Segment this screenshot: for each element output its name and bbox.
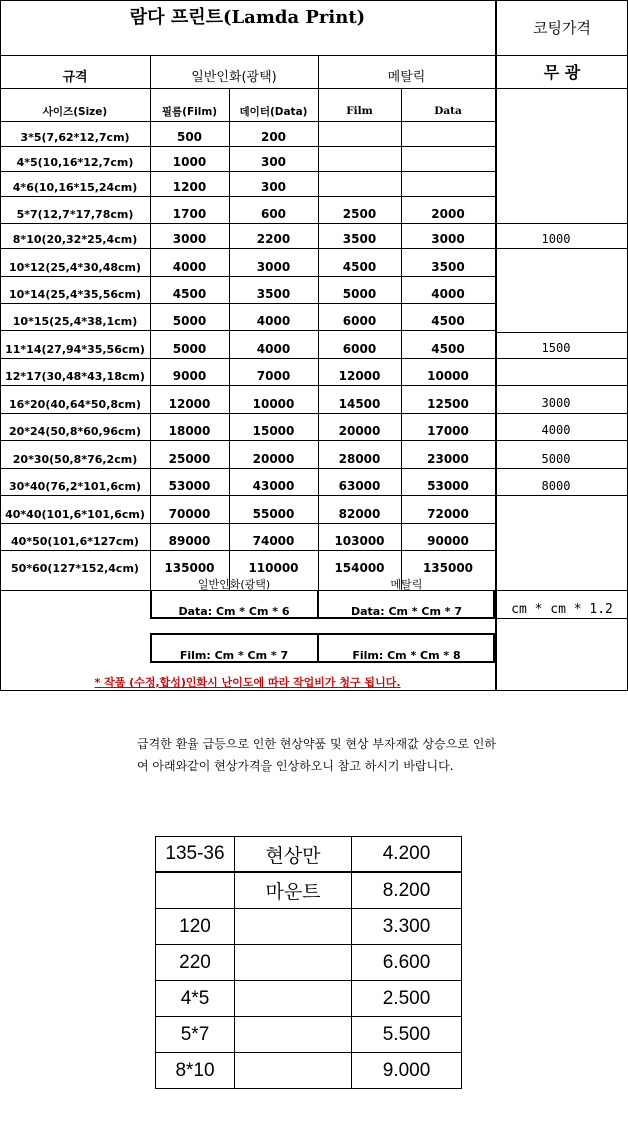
- film-price-cell: 89000: [168, 534, 211, 548]
- table-row-line: [0, 146, 496, 147]
- metallic-data-price-cell: 12500: [427, 397, 469, 411]
- film-price-cell: 1200: [172, 180, 207, 194]
- film-format-cell: 4*5: [156, 981, 235, 1017]
- metallic-data-price-cell: [401, 128, 495, 146]
- metallic-data-price-cell: 4000: [431, 287, 465, 301]
- table-row-line: [0, 550, 496, 551]
- sub-metallic-film-header: Film: [346, 105, 373, 117]
- coating-formula: cm * cm * 1.2: [511, 601, 613, 617]
- metallic-film-price-cell: 6000: [342, 314, 377, 328]
- film-price-cell: 500: [176, 130, 203, 144]
- development-price-table: [155, 836, 462, 1089]
- size-cell: 20*30(50,8*76,2cm): [12, 452, 138, 466]
- table-row-line: [0, 413, 496, 414]
- dev-price-cell: 5.500: [352, 1017, 461, 1053]
- data-price-cell: 43000: [252, 479, 295, 493]
- film-price-cell: 9000: [172, 369, 207, 383]
- data-price-cell: 10000: [252, 397, 295, 411]
- data-price-cell: 4000: [256, 342, 291, 356]
- metallic-film-price-cell: 5000: [342, 287, 377, 301]
- sub-data-header: 데이터(Data): [239, 105, 308, 118]
- surcharge-note: * 작품 (수정,합성)인화시 난이도에 따라 작업비가 청구 됩니다.: [94, 676, 401, 689]
- size-cell: 20*24(50,8*60,96cm): [8, 424, 142, 438]
- table-row-line: [0, 468, 496, 469]
- data-price-cell: 600: [260, 207, 287, 221]
- coating-price: 4000: [541, 423, 571, 437]
- size-cell: 5*7(12,7*17,78cm): [16, 207, 134, 221]
- metallic-data-price-cell: 2000: [431, 207, 465, 221]
- service-cell: 마운트: [235, 873, 352, 909]
- table-row-line: [0, 358, 496, 359]
- data-price-cell: 200: [260, 130, 287, 144]
- page-title: 람다 프린트(Lamda Print): [129, 7, 366, 28]
- film-format-cell: 5*7: [156, 1017, 235, 1053]
- film-price-cell: 4500: [172, 287, 207, 301]
- sub-metallic-data-header: Data: [434, 105, 462, 117]
- price-increase-notice: 급격한 환율 급등으로 인한 현상약품 및 현상 부자재값 상승으로 인하여 아래와같이 현상가격을 인상하오니 참고 하시기 바랍니다.: [137, 737, 496, 773]
- data-price-cell: 55000: [252, 507, 295, 521]
- dev-price-cell: 4.200: [352, 837, 461, 873]
- metallic-film-price-cell: 12000: [338, 369, 381, 383]
- sub-film-header: 필름(Film): [161, 105, 218, 118]
- film-price-cell: 135000: [164, 561, 215, 575]
- service-cell: [235, 1017, 352, 1053]
- coating-line: [496, 248, 628, 249]
- service-cell: [235, 945, 352, 981]
- dev-price-cell: 8.200: [352, 873, 461, 909]
- metallic-data-price-cell: 4500: [431, 314, 465, 328]
- coating-price: 1000: [541, 232, 571, 246]
- metallic-data-price-cell: [401, 178, 495, 196]
- metallic-film-price-cell: 4500: [342, 260, 377, 274]
- dev-price-cell: 2.500: [352, 981, 461, 1017]
- coating-line: [496, 358, 628, 359]
- metallic-film-price-cell: 20000: [338, 424, 381, 438]
- film-price-cell: 1700: [172, 207, 207, 221]
- dev-price-cell: 6.600: [352, 945, 461, 981]
- service-cell: [235, 909, 352, 945]
- coating-line: [496, 413, 628, 414]
- coating-line: [496, 468, 628, 469]
- film-price-cell: 25000: [168, 452, 211, 466]
- table-row-line: [0, 196, 496, 197]
- metallic-data-price-cell: 17000: [427, 424, 469, 438]
- film-price-cell: 53000: [168, 479, 211, 493]
- col-metallic-header: 메탈릭: [387, 69, 426, 85]
- film-price-cell: 4000: [172, 260, 207, 274]
- film-price-cell: 5000: [172, 314, 207, 328]
- metallic-film-price-cell: 82000: [338, 507, 381, 521]
- formula-metallic-data: Data: Cm * Cm * 7: [350, 604, 462, 618]
- col-general-header: 일반인화(광택): [191, 69, 277, 85]
- size-cell: 50*60(127*152,4cm): [11, 561, 139, 575]
- sub-size-header: 사이즈(Size): [42, 105, 108, 118]
- coating-subheader: 무 광: [543, 63, 581, 82]
- size-cell: 16*20(40,64*50,8cm): [8, 397, 142, 411]
- formula-metallic-film: Film: Cm * Cm * 8: [352, 648, 461, 662]
- formula-general-data: Data: Cm * Cm * 6: [178, 604, 290, 618]
- table-row-line: [0, 171, 496, 172]
- metallic-data-price-cell: 3500: [431, 260, 465, 274]
- coating-header: 코팅가격: [533, 19, 591, 37]
- size-cell: 8*10(20,32*25,4cm): [12, 232, 138, 246]
- coating-line: [496, 495, 628, 496]
- metallic-data-price-cell: 3000: [431, 232, 465, 246]
- table-row-line: [0, 495, 496, 496]
- table-line: [0, 88, 628, 89]
- metallic-film-price-cell: 63000: [338, 479, 381, 493]
- table-row-line: [0, 248, 496, 249]
- coating-price: 5000: [541, 452, 571, 466]
- film-price-cell: 12000: [168, 397, 211, 411]
- metallic-film-price-cell: 3500: [342, 232, 377, 246]
- metallic-film-price-cell: 103000: [334, 534, 385, 548]
- film-format-cell: 135-36: [156, 837, 235, 873]
- metallic-data-price-cell: 72000: [427, 507, 469, 521]
- film-price-cell: 1000: [172, 155, 207, 169]
- table-row-line: [0, 385, 496, 386]
- film-price-cell: 70000: [168, 507, 211, 521]
- table-row-line: [0, 303, 496, 304]
- data-price-cell: 20000: [252, 452, 295, 466]
- metallic-film-price-cell: [318, 178, 401, 196]
- dev-price-cell: 9.000: [382, 1060, 431, 1081]
- service-cell: 현상만: [235, 837, 352, 873]
- film-price-cell: 5000: [172, 342, 207, 356]
- data-price-cell: 300: [260, 155, 287, 169]
- data-price-cell: 15000: [252, 424, 295, 438]
- table-row-line: [0, 440, 496, 441]
- coating-price: 3000: [541, 396, 571, 410]
- metallic-film-price-cell: 28000: [338, 452, 381, 466]
- size-cell: 4*5(10,16*12,7cm): [16, 155, 134, 169]
- dev-price-cell: 3.300: [352, 909, 461, 945]
- service-cell: [235, 981, 352, 1017]
- size-cell: 40*50(101,6*127cm): [11, 534, 139, 548]
- size-cell: 30*40(76,2*101,6cm): [8, 479, 142, 493]
- metallic-data-price-cell: 23000: [427, 452, 469, 466]
- data-price-cell: 3000: [256, 260, 291, 274]
- data-price-cell: 3500: [256, 287, 291, 301]
- size-cell: 10*12(25,4*30,48cm): [8, 260, 142, 274]
- data-price-cell: 2200: [256, 232, 291, 246]
- coating-price: 1500: [541, 341, 571, 355]
- size-cell: 3*5(7,62*12,7cm): [20, 130, 130, 144]
- table-row-line: [0, 330, 496, 331]
- metallic-data-price-cell: 4500: [431, 342, 465, 356]
- film-price-cell: 18000: [168, 424, 211, 438]
- metallic-data-price-cell: 10000: [427, 369, 469, 383]
- coating-line: [496, 332, 628, 333]
- size-cell: 12*17(30,48*43,18cm): [5, 369, 145, 383]
- table-row-line: [0, 223, 496, 224]
- metallic-data-price-cell: 53000: [427, 479, 469, 493]
- formula-general-film: Film: Cm * Cm * 7: [179, 648, 289, 662]
- metallic-data-price-cell: 90000: [427, 534, 469, 548]
- metallic-data-price-cell: [401, 153, 495, 171]
- metallic-film-price-cell: 6000: [342, 342, 377, 356]
- size-cell: 10*15(25,4*38,1cm): [12, 314, 138, 328]
- metallic-film-price-cell: 154000: [334, 561, 385, 575]
- metallic-data-price-cell: 135000: [422, 561, 474, 575]
- coating-line: [496, 223, 628, 224]
- data-price-cell: 7000: [256, 369, 291, 383]
- coating-line: [496, 385, 628, 386]
- film-price-cell: 3000: [172, 232, 207, 246]
- coating-price: 8000: [541, 479, 571, 493]
- data-price-cell: 74000: [252, 534, 295, 548]
- formula-general-label: 일반인화(광택): [197, 577, 271, 591]
- metallic-film-price-cell: [318, 128, 401, 146]
- table-line: [496, 618, 628, 619]
- metallic-film-price-cell: 14500: [338, 397, 381, 411]
- coating-line: [496, 440, 628, 441]
- table-row-line: [0, 276, 496, 277]
- metallic-film-price-cell: 2500: [342, 207, 377, 221]
- metallic-film-price-cell: [318, 153, 401, 171]
- film-format-cell: 8*10: [156, 1053, 235, 1089]
- table-line: [0, 121, 496, 122]
- table-border-bottom: [0, 690, 628, 691]
- data-price-cell: 110000: [248, 561, 299, 575]
- size-cell: 11*14(27,94*35,56cm): [5, 342, 145, 356]
- size-cell: 4*6(10,16*15,24cm): [12, 180, 138, 194]
- size-cell: 40*40(101,6*101,6cm): [5, 507, 145, 521]
- data-price-cell: 300: [260, 180, 287, 194]
- service-cell: [235, 1053, 352, 1089]
- formula-metallic-label: 메탈릭: [390, 577, 423, 591]
- data-price-cell: 4000: [256, 314, 291, 328]
- film-format-cell: 220: [156, 945, 235, 981]
- film-format-cell: [156, 873, 235, 909]
- film-format-cell: 120: [156, 909, 235, 945]
- size-cell: 10*14(25,4*35,56cm): [8, 287, 142, 301]
- col-spec-header: 규격: [62, 69, 88, 85]
- table-row-line: [0, 523, 496, 524]
